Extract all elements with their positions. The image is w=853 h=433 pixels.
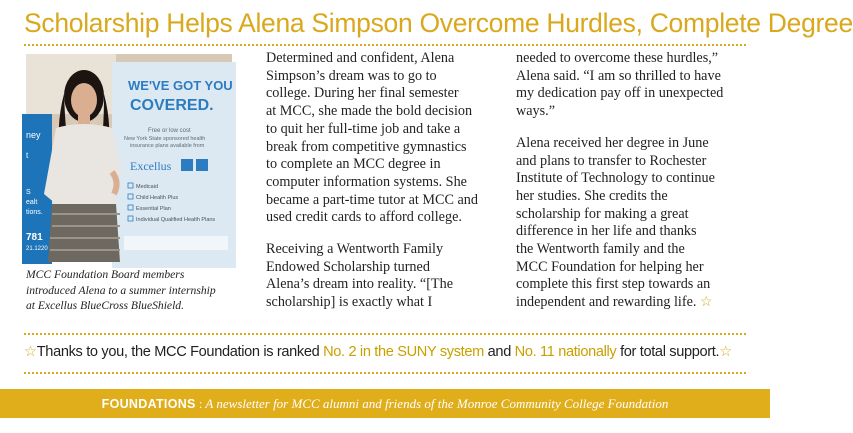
newsletter-footer xyxy=(0,389,770,418)
body-line: and plans to transfer to Rochester xyxy=(516,152,707,169)
body-line: Receiving a Wentworth Family xyxy=(266,241,444,258)
article-headline: Scholarship Helps Alena Simpson Overcome Hurdles, Complete Degree xyxy=(24,8,853,38)
body-line: her studies. She credits the xyxy=(516,187,668,204)
photo-banner-brand: Excellus xyxy=(130,159,172,173)
photo-banner-sub-0: Free or low cost xyxy=(148,128,191,134)
body-line: used credit cards to afford college. xyxy=(266,209,462,226)
caption-line: MCC Foundation Board members xyxy=(26,268,185,281)
paragraph-gap xyxy=(266,227,498,241)
left-star-icon: ☆ xyxy=(24,344,37,360)
body-line: needed to overcome these hurdles,” xyxy=(516,50,719,66)
body-line: my dedication pay off in unexpected xyxy=(516,85,724,102)
body-line: Determined and confident, Alena xyxy=(266,50,455,66)
body-line: to quit her full-time job and take a xyxy=(266,120,461,137)
photo-banner-sub-1: New York State sponsored health xyxy=(124,136,206,142)
right-star-icon: ☆ xyxy=(719,344,732,360)
footer-brand: FOUNDATIONS xyxy=(101,397,196,411)
photo-left-frag-0: ney xyxy=(26,130,41,140)
body-line: Simpson’s dream was to go to xyxy=(266,67,437,84)
body-line: the Wentworth family and the xyxy=(516,241,685,258)
photo-left-frag-6: 21.1220 xyxy=(26,246,48,252)
ranking-national: No. 11 nationally xyxy=(514,344,617,360)
caption-line: at Excellus BlueCross BlueShield. xyxy=(26,299,184,312)
body-line: at MCC, she made the bold decision xyxy=(266,103,473,120)
body-line: break from competitive gymnastics xyxy=(266,138,467,155)
thanks-text-3: for total support. xyxy=(616,344,720,360)
photo-caption xyxy=(26,267,236,314)
photo-banner-list-2: Essential Plan xyxy=(136,206,171,212)
thanks-text-2: and xyxy=(483,344,515,360)
body-line: scholarship for making a great xyxy=(516,205,689,222)
photo-banner-list-1: Child Health Plus xyxy=(136,195,179,201)
body-line: became a part-time tutor at MCC and xyxy=(266,191,478,208)
paragraph-gap xyxy=(516,121,748,135)
body-line: Alena received her degree in June xyxy=(516,134,709,151)
body-line: Alena said. “I am so thrilled to have xyxy=(516,67,721,84)
body-line: scholarship] is exactly what I xyxy=(266,294,433,311)
body-line: complete this first step towards an xyxy=(516,276,711,293)
body-line: Institute of Technology to continue xyxy=(516,170,715,187)
article-column-1 xyxy=(266,50,498,312)
body-line: Alena’s dream into reality. “[The xyxy=(266,276,453,293)
body-line: computer information systems. She xyxy=(266,173,467,190)
top-dotted-divider xyxy=(24,44,746,46)
photo-left-frag-2: S xyxy=(26,189,31,196)
thanks-banner xyxy=(24,343,754,360)
photo-left-frag-1: t xyxy=(26,151,29,160)
body-line: difference in her life and thanks xyxy=(516,223,697,240)
body-line: college. During her final semester xyxy=(266,85,459,102)
bottom-dotted-divider xyxy=(24,372,746,374)
photo-banner-sub-2: insurance plans available from xyxy=(130,143,205,149)
middle-dotted-divider xyxy=(24,333,746,335)
thanks-text-1: Thanks to you, the MCC Foundation is ranked xyxy=(36,344,324,360)
photo-left-frag-4: tions. xyxy=(26,209,43,216)
caption-line: introduced Alena to a summer internship xyxy=(26,283,216,297)
body-line: ways.” xyxy=(516,103,556,120)
photo-left-frag-5: 781 xyxy=(26,232,43,243)
photo-banner-list-3: Individual Qualified Health Plans xyxy=(136,217,216,223)
article-photo xyxy=(26,54,232,262)
body-line: Endowed Scholarship turned xyxy=(266,258,430,275)
footer-description: A newsletter for MCC alumni and friends of the Monroe Community College Foundation xyxy=(205,396,669,411)
end-star-icon: ☆ xyxy=(699,294,713,311)
ranking-suny: No. 2 in the SUNY system xyxy=(323,344,484,360)
footer-separator: : xyxy=(195,397,206,411)
body-line-text: independent and rewarding life. xyxy=(516,294,697,311)
article-column-2 xyxy=(516,50,748,312)
body-line: to complete an MCC degree in xyxy=(266,156,441,173)
photo-banner-list-0: Medicaid xyxy=(136,184,159,190)
photo-banner-line-1: COVERED. xyxy=(130,97,214,114)
photo-left-frag-3: ealt xyxy=(26,199,38,206)
photo-banner-line-0: WE'VE GOT YOU xyxy=(128,78,233,93)
body-line-last xyxy=(516,294,748,312)
body-line: MCC Foundation for helping her xyxy=(516,258,704,275)
